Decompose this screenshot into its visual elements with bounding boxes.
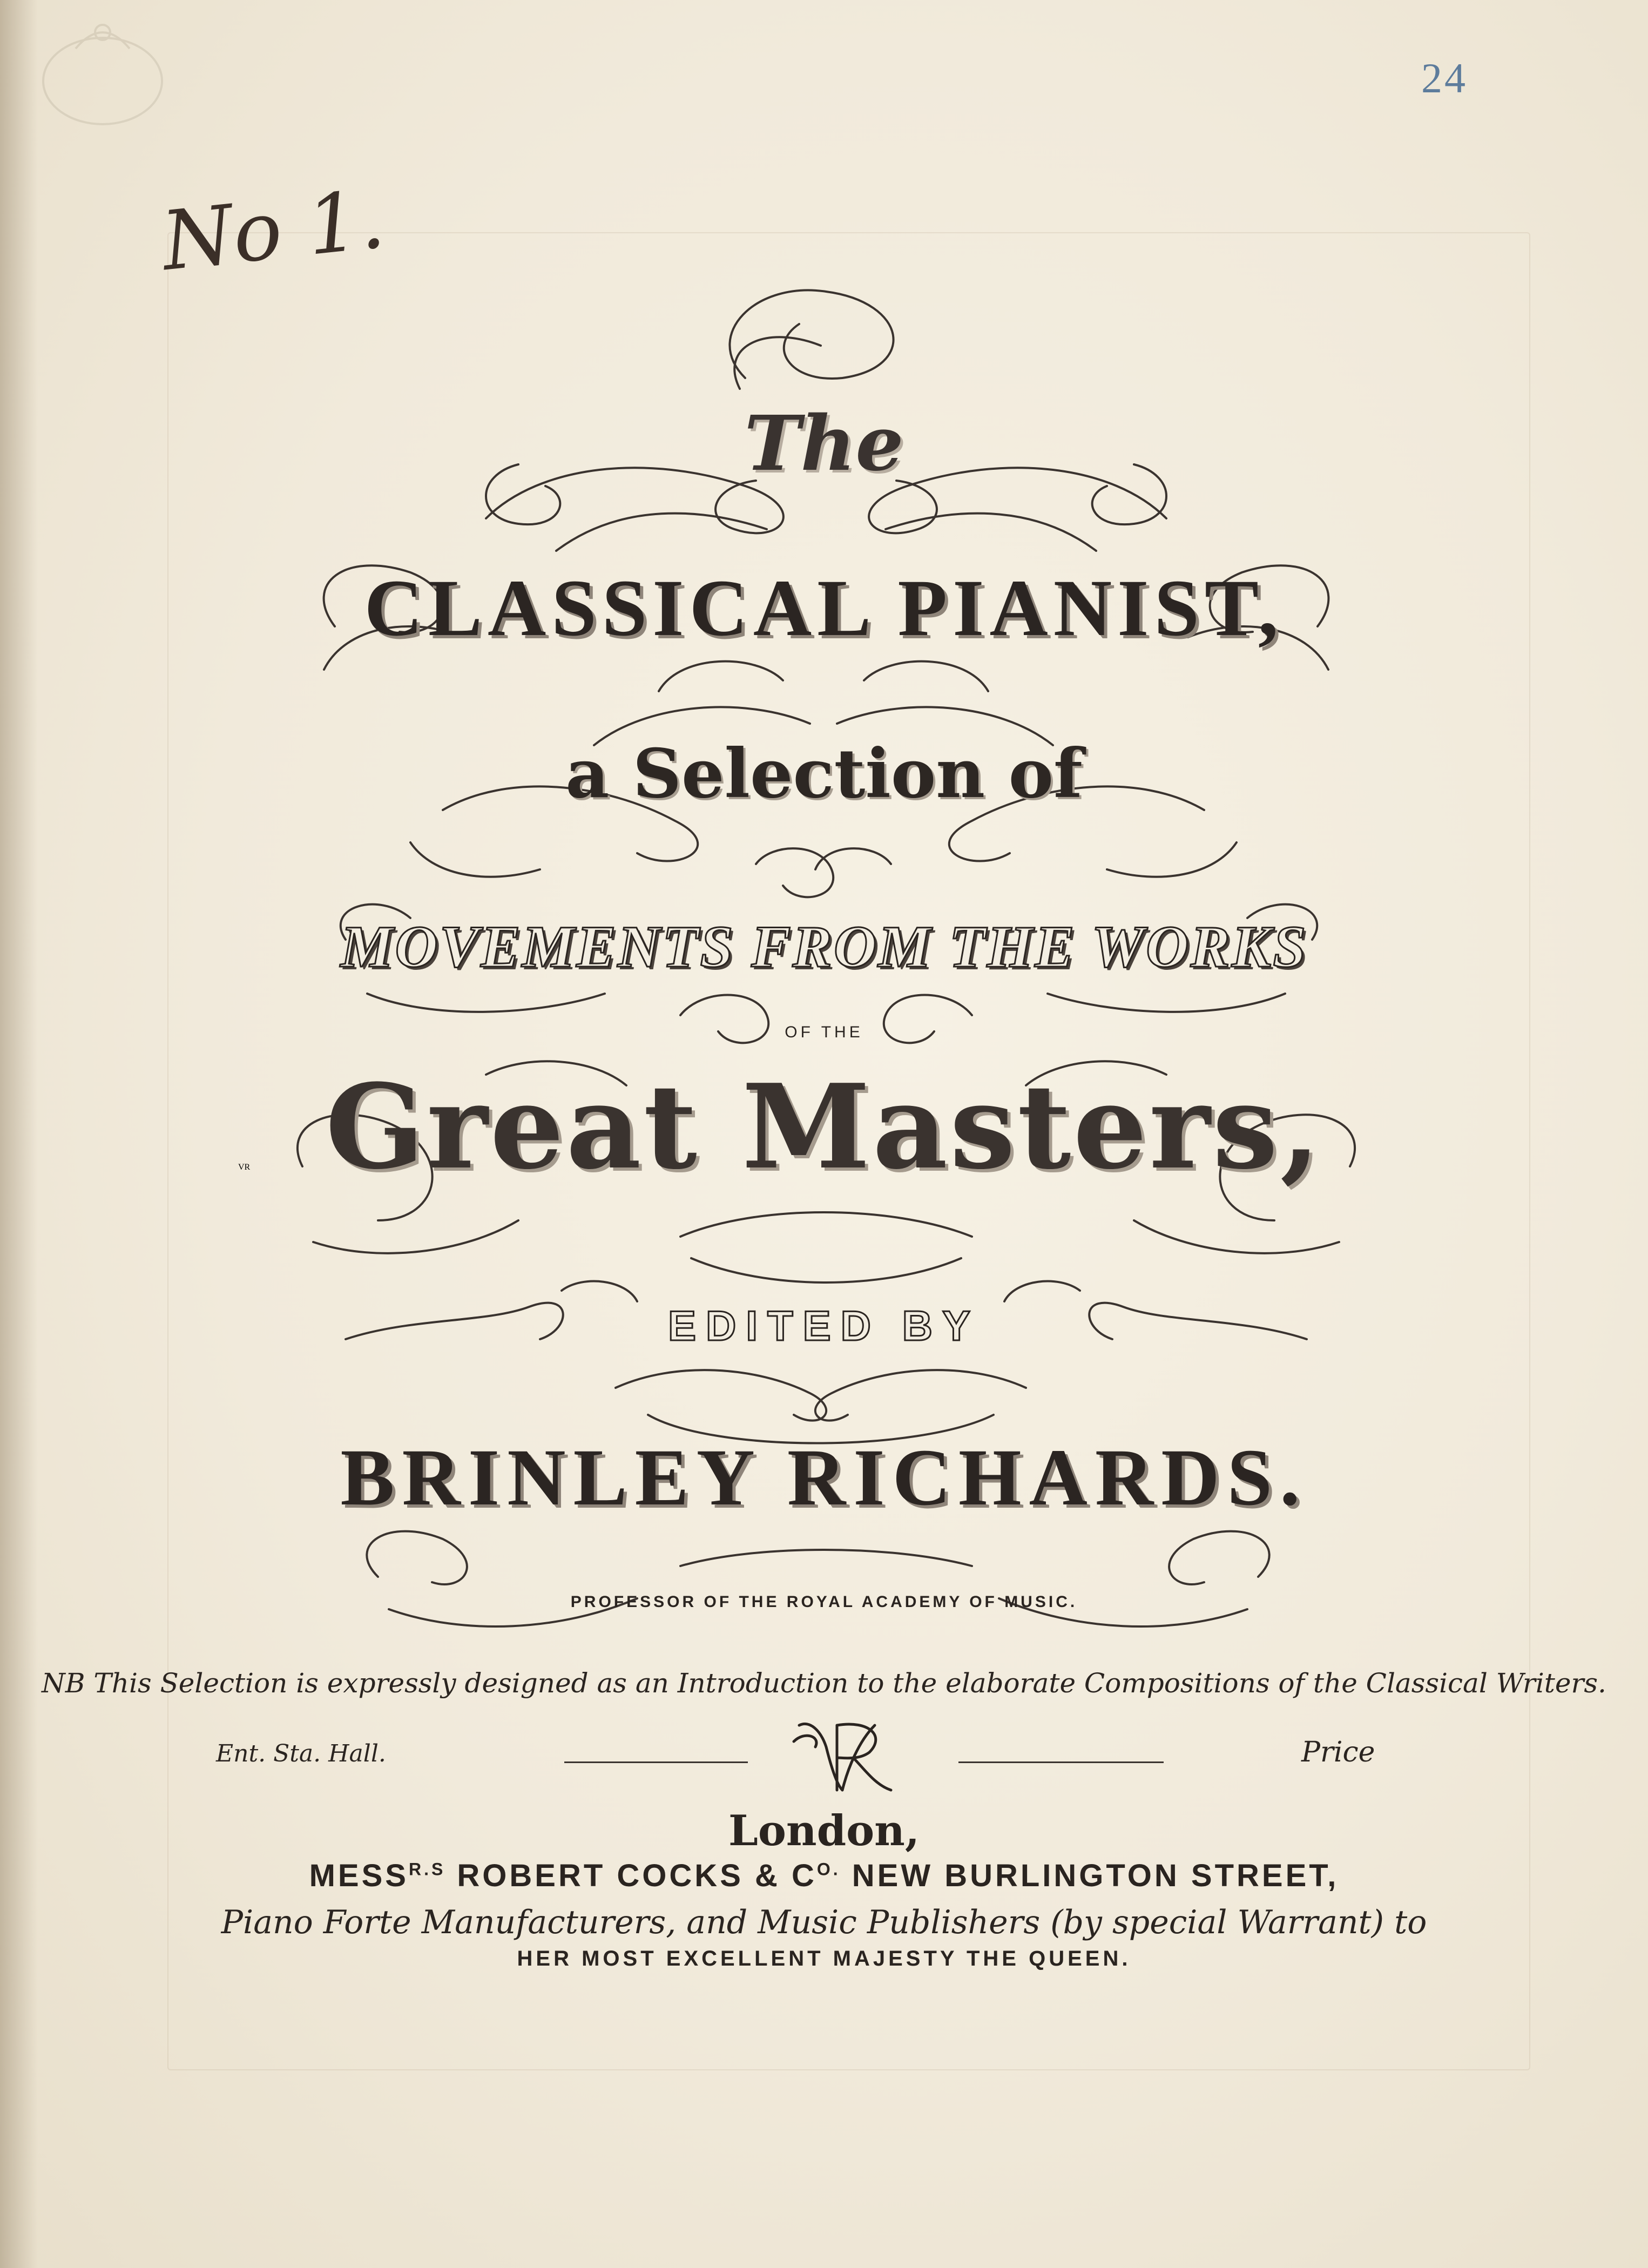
publisher-address: NEW BURLINGTON STREET, — [852, 1858, 1339, 1893]
patron-line: HER MOST EXCELLENT MAJESTY THE QUEEN. — [517, 1947, 1131, 1970]
price-label: Price — [1301, 1736, 1375, 1769]
handwritten-note: No 1. — [158, 172, 389, 289]
title-main: CLASSICAL PIANIST, — [364, 563, 1284, 653]
publisher-co-sup: O. — [816, 1859, 841, 1879]
registration-note: Ent. Sta. Hall. — [216, 1740, 386, 1767]
folio-number: 24 — [1421, 55, 1468, 102]
publisher-line — [0, 1858, 1648, 1894]
selection-note: NB This Selection is expressly designed as an Introduction to the elaborate Compositions of the Classical Writers. — [42, 1668, 1606, 1699]
trade-line: Piano Forte Manufacturers, and Music Publishers (by special Warrant) to — [221, 1904, 1427, 1941]
title-of-the: OF THE — [785, 1023, 863, 1041]
title-article: The — [744, 400, 904, 488]
divider-rule-right — [958, 1761, 1164, 1763]
publisher-name: ROBERT COCKS & C — [457, 1858, 817, 1893]
editor-name: BRINLEY RICHARDS. — [340, 1433, 1308, 1522]
imprint-city: London, — [728, 1806, 920, 1855]
publisher-prefix-sup: R.S — [408, 1859, 446, 1879]
monogram-letters: VR — [238, 1163, 251, 1172]
title-great-masters: Great Masters, — [325, 1058, 1323, 1195]
publisher-prefix: MESS — [309, 1858, 409, 1893]
title-subtitle: a Selection of — [565, 734, 1083, 813]
title-movements-line: MOVEMENTS FROM THE WORKS — [340, 914, 1308, 980]
editor-title: PROFESSOR OF THE ROYAL ACADEMY OF MUSIC. — [570, 1593, 1078, 1611]
divider-rule-left — [564, 1761, 748, 1763]
edited-by-label: EDITED BY — [667, 1302, 981, 1349]
